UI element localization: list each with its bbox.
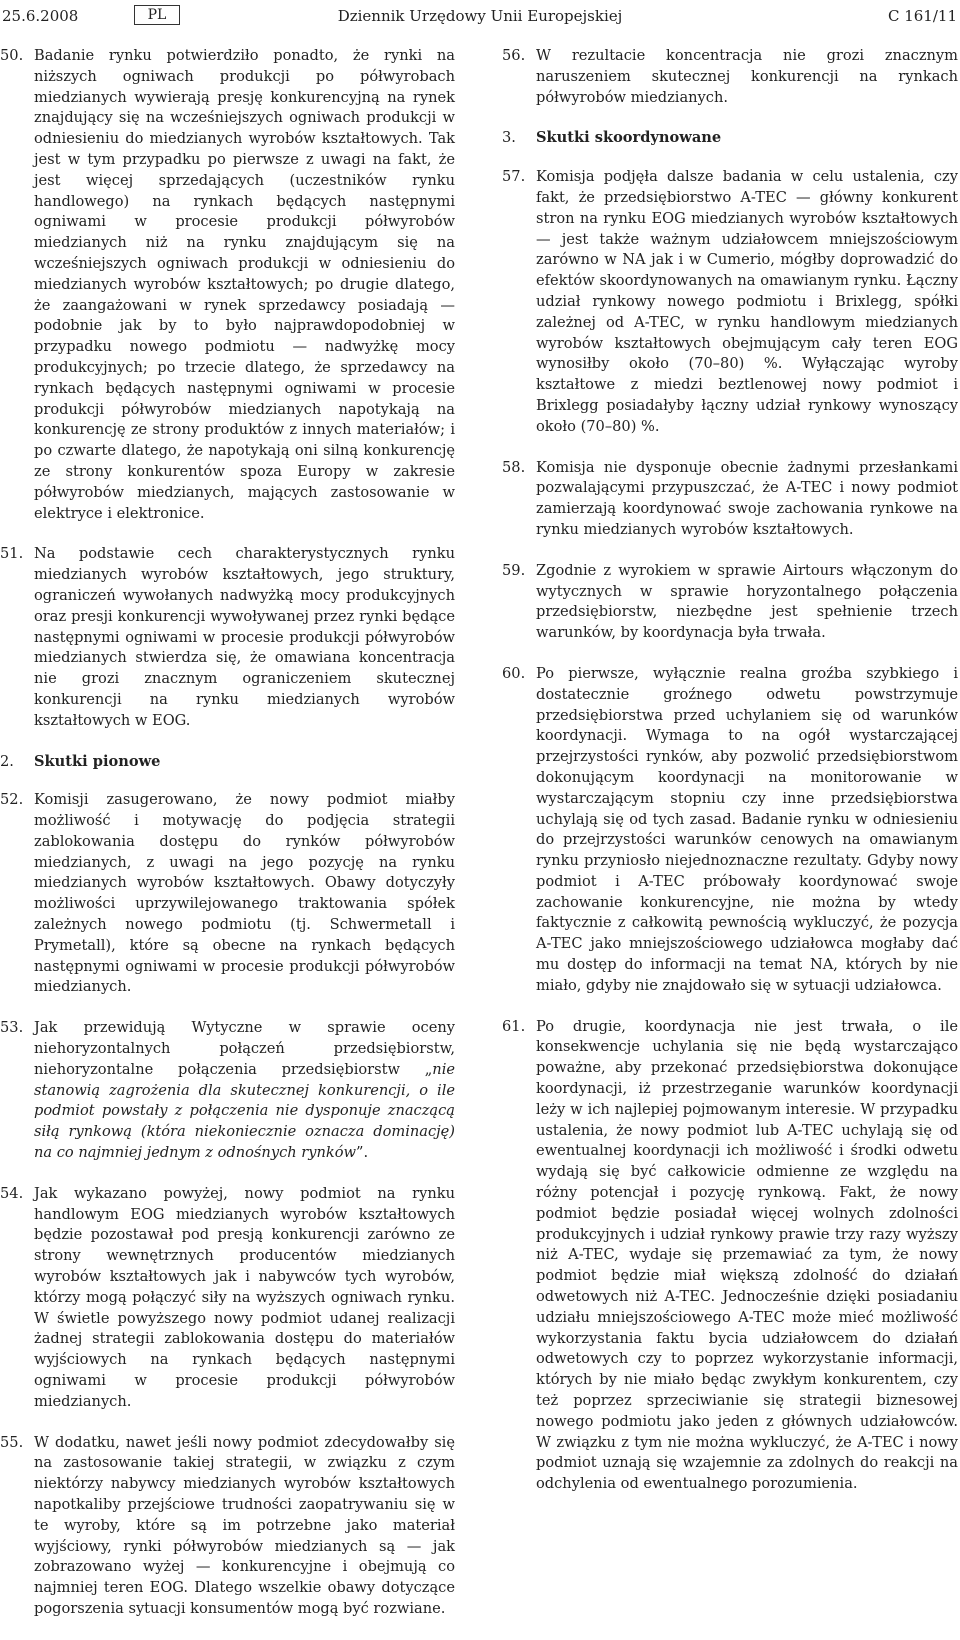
left-column [0,46,455,1640]
section-heading-coordinated-effects [502,128,958,149]
paragraph-61 [502,1017,958,1495]
paragraph-text [34,1018,455,1164]
paragraph-55 [0,1433,455,1620]
journal-title: Dziennik Urzędowy Unii Europejskiej [337,7,623,25]
quoted-guidelines-text: nie stanowią zagrożenia dla skutecznej konkurencji, o ile podmiot powstały z połączenia nie dysponuje znaczącą siłą rynkową (która niekoniecznie oznacza dominację) na co najmniej jednym z odnośnych rynków [34,1060,455,1162]
paragraph-text: Po drugie, koordynacja nie jest trwała, o ile konsekwencje uchylania się nie będą wystarczająco poważne, aby przekonać przedsiębiorstwa dokonujące koordynacji, iż przestrzeganie warunków koordynacji leży w ich najlepiej pojmowanym interesie. W przypadku ustalenia, że nowy podmiot lub A-TEC uchylają się od ewentualnej koordynacji ich możliwość i środki odwetu wydają się być całkowicie odmienne ze względu na różny potencjał i pozycję rynkową. Fakt, że nowy podmiot będzie posiadał więcej wolnych zdolności produkcyjnych i udział rynkowy prawie trzy razy wyższy niż A-TEC, wydaje się przemawiać za tym, że nowy podmiot będzie miał większą zdolność do działań odwetowych niż A-TEC. Jednocześnie dzięki posiadaniu udziału mniejszościowego A-TEC może mieć możliwość wykorzystania faktu bycia udziałowcem do działań odwetowych czy to poprzez wykorzystanie informacji, których by nie miało będąc zwykłym konkurentem, czy też poprzez sprzeciwianie się strategii biznesowej nowego podmiotu jako jeden z głównych udziałowców. W związku z tym nie można wykluczyć, że A-TEC i nowy podmiot uznają się wzajemnie za zdolnych do reakcji na odchylenia od ewentualnego porozumienia. [536,1017,958,1493]
paragraph-number: 54. [0,1184,24,1202]
paragraph-58 [502,458,958,541]
paragraph-number: 59. [502,561,526,579]
paragraph-text: Na podstawie cech charakterystycznych rynku miedzianych wyrobów kształtowych, jego struktury, ograniczeń wywołanych nadwyżką mocy produkcyjnych oraz presji konkurencji wywoływanej przez rynki będące następnymi ogniwami w procesie produkcji półwyrobów miedzianych stwierdza się, że omawiana koncentracja nie grozi znacznym ograniczeniem skutecznej konkurencji na rynku miedzianych wyrobów kształtowych w EOG. [34,545,455,729]
paragraph-text-intro: Jak przewidują Wytyczne w sprawie oceny niehoryzontalnych połączeń przedsiębiorstw, niehoryzontalne połączenia przedsiębiorstw „ [34,1019,455,1078]
paragraph-56 [502,46,958,108]
paragraph-52 [0,790,455,998]
paragraph-number: 60. [502,664,526,682]
page-header [0,0,960,28]
paragraph-number: 52. [0,791,24,809]
language-badge: PL [134,5,180,25]
section-heading-vertical-effects [0,752,455,773]
section-title: Skutki pionowe [34,752,161,770]
paragraph-number: 53. [0,1019,24,1037]
paragraph-text: Komisji zasugerowano, że nowy podmiot miałby możliwość i motywację do podjęcia strategii zablokowania dostępu do rynków półwyrobów miedzianych, z uwagi na jego pozycję na rynku miedzianych wyrobów kształtowych. Obawy dotyczyły możliwości uprzywilejowanego traktowania spółek zależnych nowego podmiotu (tj. Schwermetall i Prymetall), które są obecne na rynkach będących następnymi ogniwami w procesie produkcji półwyrobów miedzianych. [34,791,455,996]
paragraph-text: Komisja nie dysponuje obecnie żadnymi przesłankami pozwalającymi przypuszczać, że A-TEC i nowy podmiot zamierzają koordynować swoje zachowania rynkowe na rynku miedzianych wyrobów kształtowych. [536,458,958,538]
right-column [502,46,958,1515]
paragraph-59 [502,561,958,644]
paragraph-number: 55. [0,1433,24,1451]
section-title: Skutki skoordynowane [536,129,722,147]
paragraph-60 [502,664,958,997]
paragraph-text-end: ”. [356,1144,369,1162]
paragraph-57 [502,167,958,437]
paragraph-number: 50. [0,47,24,64]
paragraph-number: 51. [0,545,24,563]
paragraph-text: Jak wykazano powyżej, nowy podmiot na rynku handlowym EOG miedzianych wyrobów kształtowych będzie pozostawał pod presją konkurencji zarówno ze strony wewnętrznych producentów miedzianych wyrobów kształtowych jak i nabywców tych wyrobów, którzy mogą połączyć siły na wyższych ogniwach rynku. W świetle powyższego nowy podmiot udanej realizacji żadnej strategii zablokowania dostępu do materiałów wyjściowych na rynkach będących następnymi ogniwami w procesie produkcji półwyrobów miedzianych. [34,1184,455,1410]
page-number: C 161/11 [887,7,957,25]
paragraph-51 [0,544,455,731]
paragraph-53 [0,1018,455,1164]
section-number: 3. [502,129,516,147]
publication-date: 25.6.2008 [2,7,79,25]
paragraph-number: 57. [502,168,526,186]
section-number: 2. [0,752,14,770]
paragraph-number: 58. [502,458,526,476]
paragraph-number: 61. [502,1017,526,1035]
paragraph-50 [0,46,455,524]
paragraph-text: Komisja podjęła dalsze badania w celu ustalenia, czy fakt, że przedsiębiorstwo A-TEC — główny konkurent stron na rynku EOG miedzianych wyrobów kształtowych — jest także ważnym udziałowcem mniejszościowym zarówno w NA jak i w Cumerio, mógłby doprowadzić do efektów skoordynowanych na omawianym rynku. Łączny udział rynkowy nowego podmiotu i Brixlegg, spółki zależnej od A-TEC, w rynku handlowym miedzianych wyrobów kształtowych obejmującym cały teren EOG wynosiłby około (70–80) %. Wyłączając wyroby kształtowe z miedzi beztlenowej nowy podmiot i Brixlegg posiadałyby łączny udział rynkowy wynoszący około (70–80) %. [536,168,958,435]
paragraph-text: W rezultacie koncentracja nie grozi znacznym naruszeniem skutecznej konkurencji na rynkach półwyrobów miedzianych. [536,47,958,106]
paragraph-number: 56. [502,47,526,64]
paragraph-text: Badanie rynku potwierdziło ponadto, że rynki na niższych ogniwach produkcji po półwyrobach miedzianych wywierają presję konkurencyjną na rynek znajdujący się na wcześniejszych ogniwach produkcji w odniesieniu do miedzianych wyrobów kształtowych. Tak jest w tym przypadku po pierwsze z uwagi na fakt, że jest więcej sprzedających (uczestników rynku handlowego) na rynkach będących następnymi ogniwami w procesie produkcji półwyrobów miedzianych niż na rynku znajdującym się na wcześniejszych ogniwach produkcji w odniesieniu do miedzianych wyrobów kształtowych; po drugie dlatego, że zaangażowani w rynek sprzedawcy posiadają — podobnie jak by to było najprawdopodobniej w przypadku nowego podmiotu — nadwyżkę mocy produkcyjnych; po trzecie dlatego, że sprzedawcy na rynkach będących następnymi ogniwami w procesie produkcji półwyrobów miedzianych napotykają na konkurencję ze strony produktów z innych materiałów; i po czwarte dlatego, że napotykają oni silną konkurencję ze strony konkurentów spoza Europy w zakresie półwyrobów miedzianych, mających zastosowanie w elektryce i elektronice. [34,47,455,522]
paragraph-text: Zgodnie z wyrokiem w sprawie Airtours włączonym do wytycznych w sprawie horyzontalnego połączenia przedsiębiorstw, niezbędne jest spełnienie trzech warunków, by koordynacja była trwała. [536,561,958,642]
paragraph-text: W dodatku, nawet jeśli nowy podmiot zdecydowałby się na zastosowanie takiej strategii, w związku z czym niektórzy nabywcy miedzianych wyrobów kształtowych napotkaliby przejściowe trudności zaopatrywaniu się w te wyroby, które są im potrzebne jako materiał wyjściowy, rynki półwyrobów miedzianych są — jak zobrazowano wyżej — konkurencyjne i obejmują co najmniej teren EOG. Dlatego wszelkie obawy dotyczące pogorszenia sytuacji konsumentów mogą być rozwiane. [34,1433,455,1617]
paragraph-54 [0,1184,455,1413]
paragraph-text: Po pierwsze, wyłącznie realna groźba szybkiego i dostatecznie groźnego odwetu powstrzymuje przedsiębiorstwa przed uchylaniem się od warunków koordynacji. Wymaga to na ogół wystarczającej przejrzystości rynków, aby pozwolić przedsiębiorstwom dokonującym koordynacji na monitorowanie w wystarczającym stopniu czy inne przedsiębiorstwa uchylają się od tych zasad. Badanie rynku w odniesieniu do przejrzystości warunków cenowych na omawianym rynku przyniosło niejednoznaczne rezultaty. Gdyby nowy podmiot i A-TEC próbowały koordynować swoje zachowanie konkurencyjne, nie można by wtedy faktycznie z całkowitą pewnością wykluczyć, że pozycja A-TEC jako mniejszościowego udziałowca mogłaby dać mu dostęp do informacji na temat NA, których by nie miało, gdyby nie znajdowało się w sytuacji udziałowca. [536,664,958,994]
